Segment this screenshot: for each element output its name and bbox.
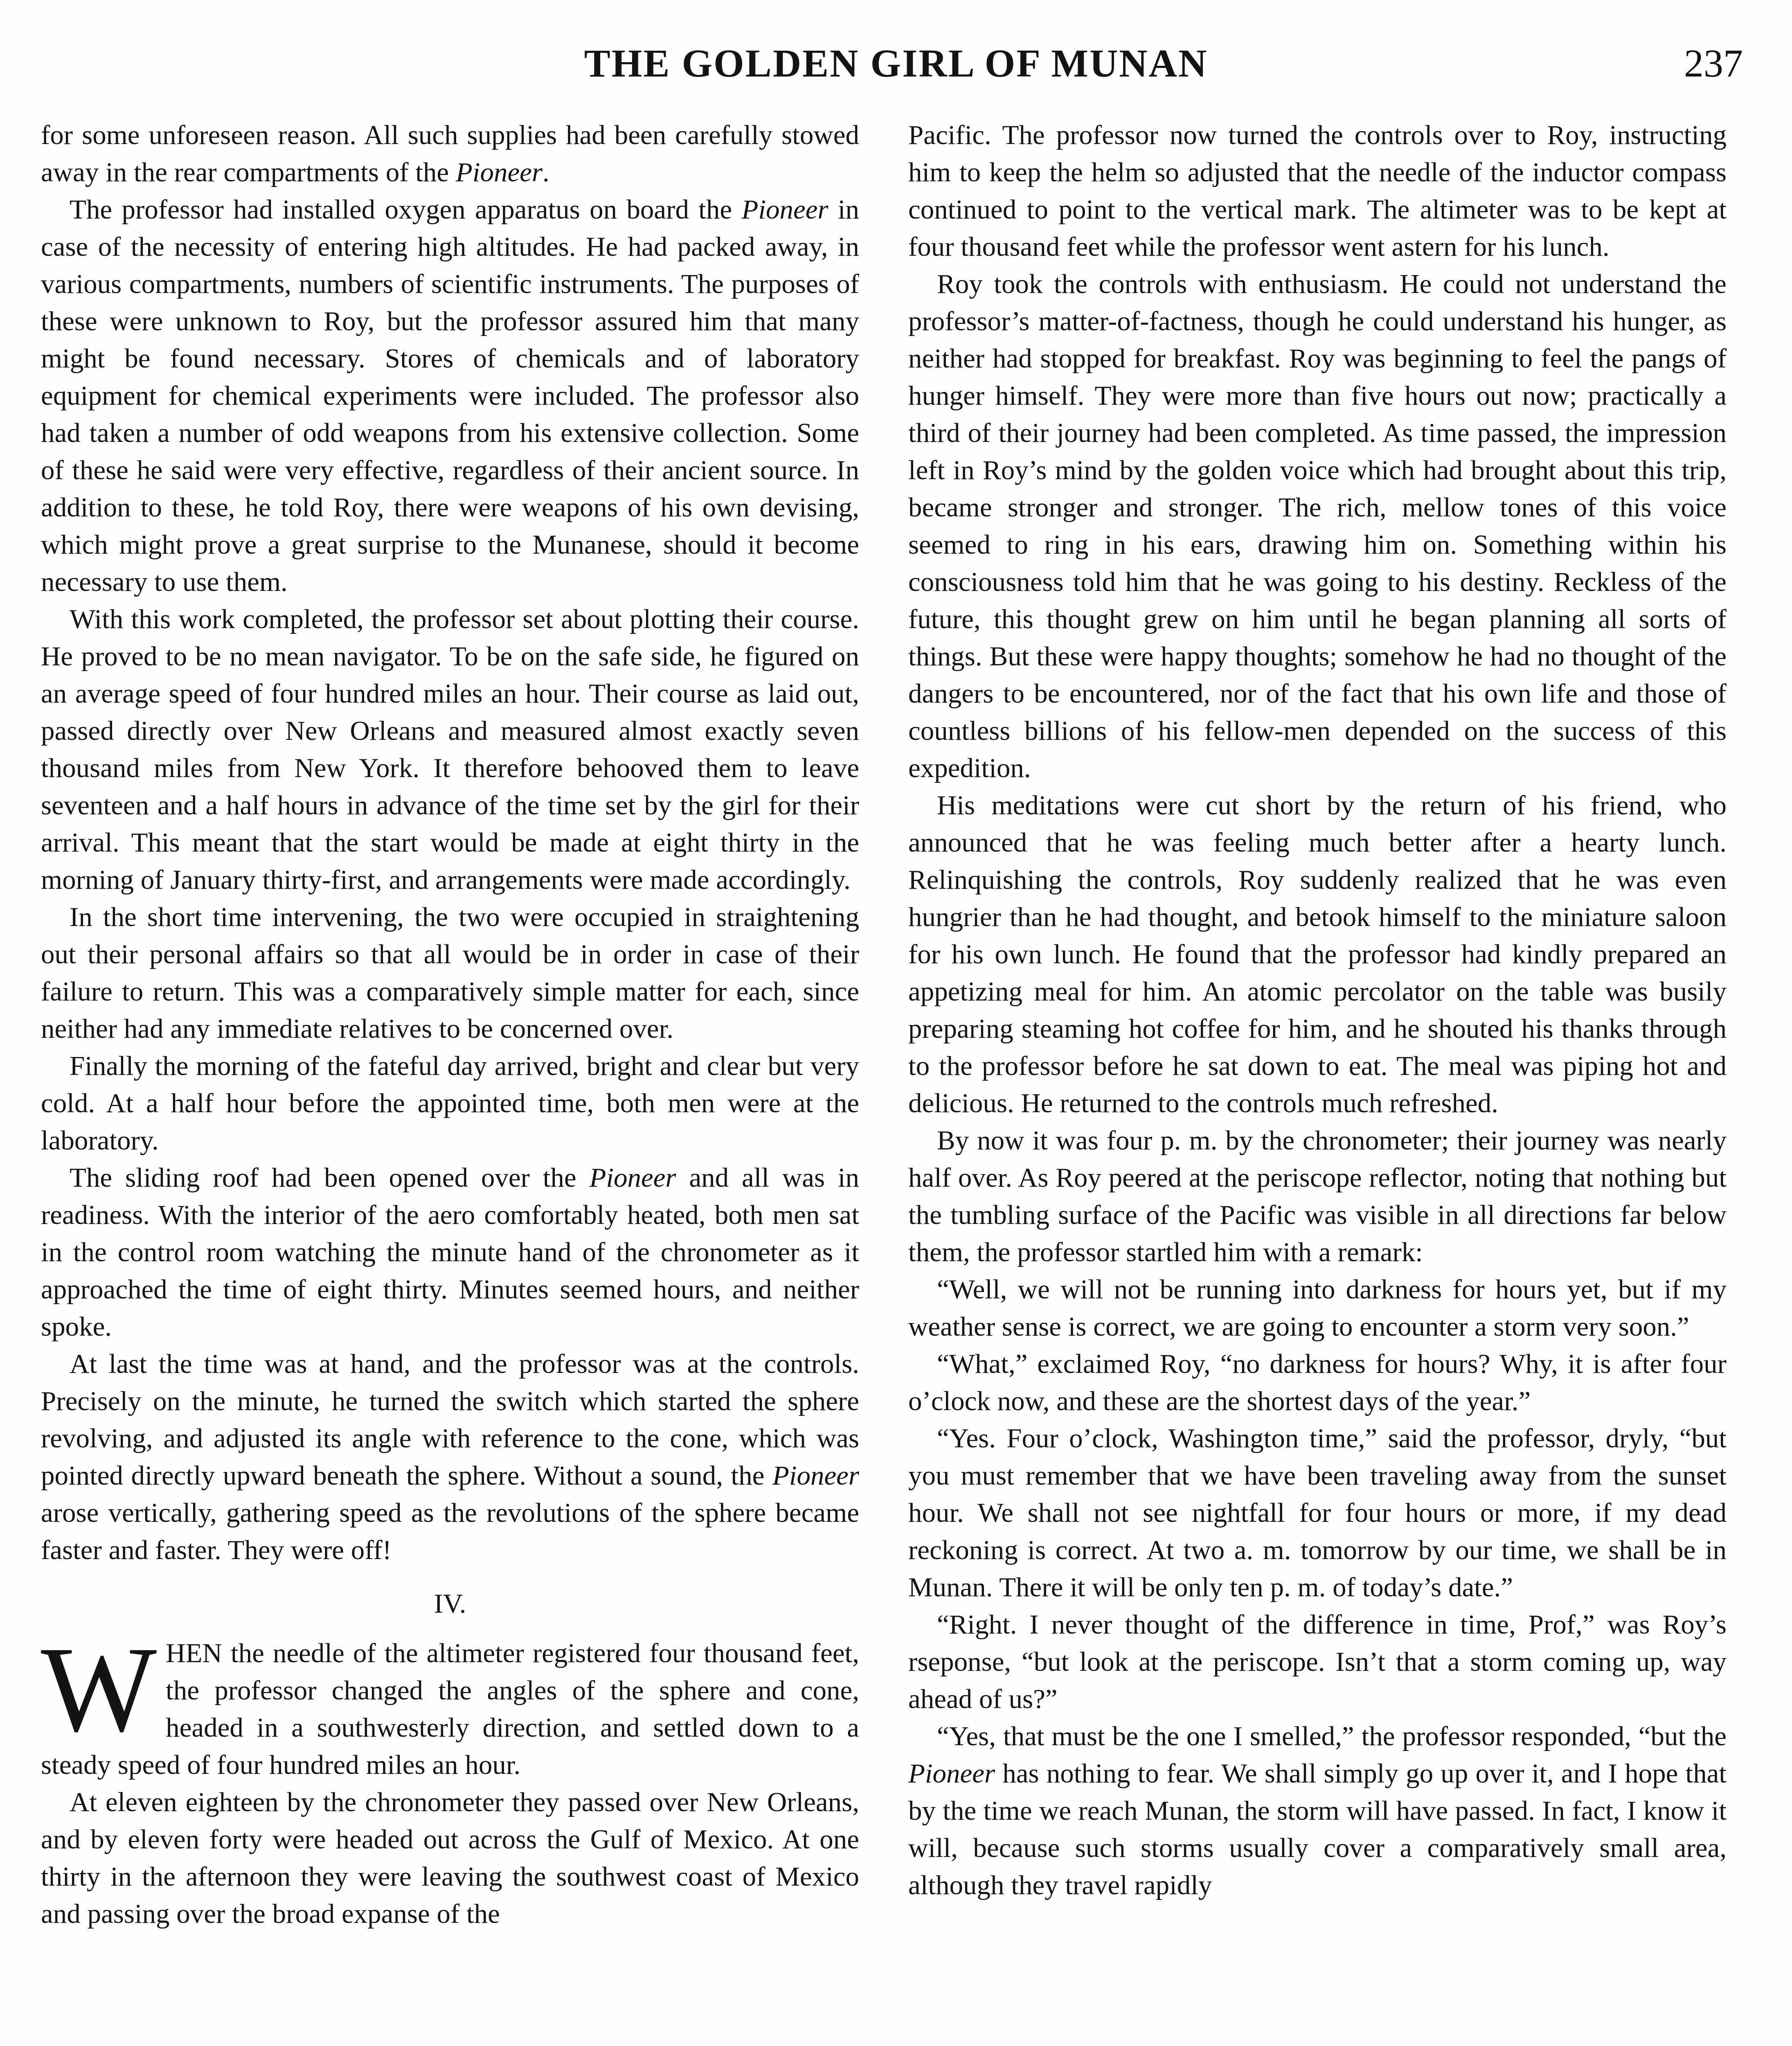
paragraph: “Yes. Four o’clock, Washington time,” said the professor, dryly, “but you must remember that we have been traveling away from the sunset hour. We shall not see nightfall for four hours or more, if my dead reckoning is correct. At two a. m. tomorrow by our time, we shall be in Munan. There it will be only ten p. m. of today’s date.” xyxy=(908,1423,1727,1602)
paragraph: His meditations were cut short by the return of his friend, who announced that he was feeling much better after a hearty lunch. Relinquishing the controls, Roy suddenly realized that he was even hungrier than he had thought, and betook himself to the miniature saloon for his own lunch. He found that the professor had kindly prepared an appetizing meal for him. An atomic percolator on the table was busily preparing steaming hot coffee for him, and he shouted his thanks through to the professor before he sat down to eat. The meal was piping hot and delicious. He returned to the controls much refreshed. xyxy=(908,790,1727,1118)
paragraph: “Well, we will not be running into darkness for hours yet, but if my weather sense is correct, we are going to encounter a storm very soon.” xyxy=(908,1274,1727,1342)
paragraph: “Right. I never thought of the difference in time, Prof,” was Roy’s rseponse, “but look at the periscope. Isn’t that a storm coming up, way ahead of us?” xyxy=(908,1609,1727,1714)
paragraph: “Yes, that must be the one I smelled,” the professor responded, “but the Pioneer has nothing to fear. We shall simply go up over it, and I hope that by the time we reach Munan, the storm will have passed. In fact, I know it will, because such storms usually cover a comparatively small area, although they travel rapidly xyxy=(908,1721,1727,1900)
paragraph: By now it was four p. m. by the chronometer; their journey was nearly half over. As Roy peered at the periscope reflector, noting that nothing but the tumbling surface of the Pacific was visible in all directions far below them, the professor startled him with a remark: xyxy=(908,1125,1727,1267)
paragraph: “What,” exclaimed Roy, “no darkness for hours? Why, it is after four o’clock now, and these are the shortest days of the year.” xyxy=(908,1349,1727,1416)
left-column xyxy=(41,117,859,1933)
right-column xyxy=(908,117,1727,1904)
paragraph: At eleven eighteen by the chronometer they passed over New Orleans, and by eleven forty were headed out across the Gulf of Mexico. At one thirty in the afternoon they were leaving the southwest coast of Mexico and passing over the broad expanse of the xyxy=(41,1787,859,1929)
paragraph: Roy took the controls with enthusiasm. He could not understand the professor’s matter-of-factness, though he could understand his hunger, as neither had stopped for breakfast. Roy was beginning to feel the pangs of hunger himself. They were more than five hours out now; practically a third of their journey had been completed. As time passed, the impression left in Roy’s mind by the golden voice which had brought about this trip, became stronger and stronger. The rich, mellow tones of this voice seemed to ring in his ears, drawing him on. Something within his consciousness told him that he was going to his destiny. Reckless of the future, this thought grew on him until he began planning all sorts of things. But these were happy thoughts; somehow he had no thought of the dangers to be encountered, nor of the fact that his own life and those of countless billions of his fellow-men depended on the success of this expedition. xyxy=(908,269,1727,783)
paragraph: The professor had installed oxygen apparatus on board the Pioneer in case of the necessity of entering high altitudes. He had packed away, in various compartments, numbers of scientific instruments. The purposes of these were unknown to Roy, but the professor assured him that many might be found necessary. Stores of chemicals and of laboratory equipment for chemical experiments were included. The professor also had taken a number of odd weapons from his extensive collection. Some of these he said were very effective, regardless of their ancient source. In addition to these, he told Roy, there were weapons of his own devising, which might prove a great surprise to the Munanese, should it become necessary to use them. xyxy=(41,194,859,597)
running-title: THE GOLDEN GIRL OF MUNAN xyxy=(584,41,1208,85)
paragraph: Pacific. The professor now turned the controls over to Roy, instructing him to keep the helm so adjusted that the needle of the inductor compass continued to point to the vertical mark. The altimeter was to be kept at four thousand feet while the professor went astern for his lunch. xyxy=(908,120,1727,262)
paragraph: WHEN the needle of the altimeter registered four thousand feet, the professor changed the angles of the sphere and cone, headed in a southwesterly direction, and settled down to a steady speed of four hundred miles an hour. xyxy=(41,1621,859,1780)
ship-name: Pioneer xyxy=(772,1460,859,1491)
ship-name: Pioneer xyxy=(589,1163,676,1193)
drop-cap: W xyxy=(41,1621,157,1757)
paragraph: Finally the morning of the fateful day arrived, bright and clear but very cold. At a half hour before the appointed time, both men were at the laboratory. xyxy=(41,1051,859,1156)
section-heading: IV. xyxy=(434,1589,466,1619)
page-number: 237 xyxy=(1684,41,1743,85)
paragraph: The sliding roof had been opened over the Pioneer and all was in readiness. With the interior of the aero comfortably heated, both men sat in the control room watching the minute hand of the chronometer as it approached the time of eight thirty. Minutes seemed hours, and neither spoke. xyxy=(41,1163,859,1342)
paragraph: for some unforeseen reason. All such supplies had been carefully stowed away in the rear compartments of the Pioneer. xyxy=(41,120,859,187)
ship-name: Pioneer xyxy=(908,1758,995,1789)
paragraph: At last the time was at hand, and the professor was at the controls. Precisely on the minute, he turned the switch which started the sphere revolving, and adjusted its angle with reference to the cone, which was pointed directly upward beneath the sphere. Without a sound, the Pioneer arose vertically, gathering speed as the revolutions of the sphere became faster and faster. They were off! xyxy=(41,1349,859,1565)
ship-name: Pioneer xyxy=(455,157,543,187)
ship-name: Pioneer xyxy=(741,194,828,225)
paragraph: With this work completed, the professor set about plotting their course. He proved to be no mean navigator. To be on the safe side, he figured on an average speed of four hundred miles an hour. Their course as laid out, passed directly over New Orleans and measured almost exactly seven thousand miles from New York. It therefore behooved them to leave seventeen and a half hours in advance of the time set by the girl for their arrival. This meant that the start would be made at eight thirty in the morning of January thirty-first, and arrangements were made accordingly. xyxy=(41,604,859,895)
page-header xyxy=(49,35,1743,92)
paragraph: In the short time intervening, the two were occupied in straightening out their personal affairs so that all would be in order in case of their failure to return. This was a comparatively simple matter for each, since neither had any immediate relatives to be concerned over. xyxy=(41,902,859,1044)
